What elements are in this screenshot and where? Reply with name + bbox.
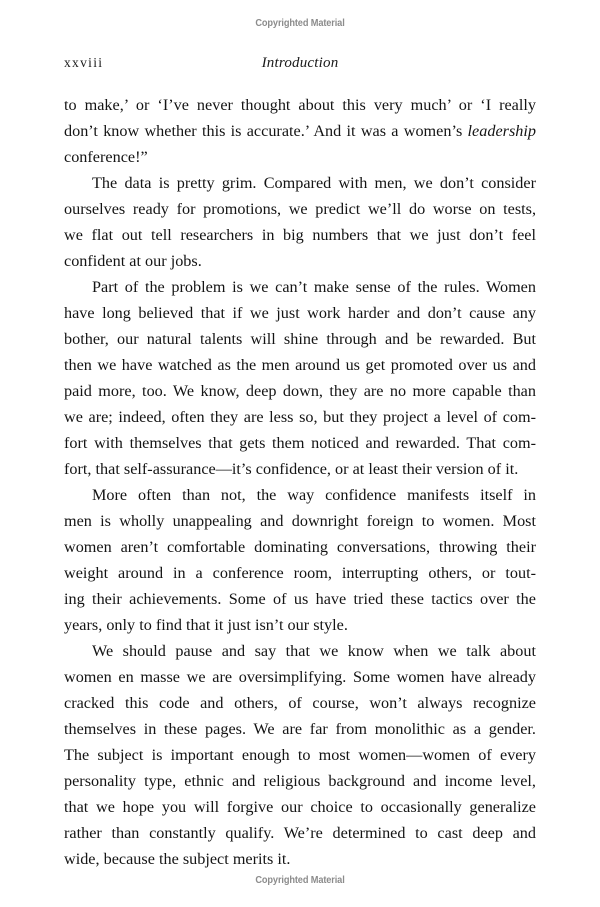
text-line: fort with themselves that gets them noticed and rewarded. That com- xyxy=(64,434,536,452)
text-line: we are; indeed, often they are less so, but they project a level of com- xyxy=(64,408,536,426)
copyright-watermark-bottom: Copyrighted Material xyxy=(255,874,345,886)
text-line: weight around in a conference room, interrupting others, or tout- xyxy=(64,564,536,582)
text-line: paid more, too. We know, deep down, they are no more capable than xyxy=(64,382,536,400)
text-line: have long believed that if we just work harder and don’t cause any xyxy=(64,304,536,322)
text-line: More often than not, the way confidence manifests itself in xyxy=(92,486,536,504)
running-head xyxy=(64,55,536,75)
paragraph xyxy=(64,92,536,170)
paragraph xyxy=(64,482,536,638)
text-line: we flat out tell researchers in big numbers that we just don’t feel xyxy=(64,226,536,244)
text-line: We should pause and say that we know when we talk about xyxy=(92,642,536,660)
text-line: women en masse we are oversimplifying. Some women have already xyxy=(64,668,536,686)
text-line: personality type, ethnic and religious background and income level, xyxy=(64,772,536,790)
text-line: themselves in these pages. We are far from monolithic as a gender. xyxy=(64,720,536,738)
text-line: bother, our natural talents will shine through and be rewarded. But xyxy=(64,330,536,348)
text-line: don’t know whether this is accurate.’ And it was a women’s leadership xyxy=(64,122,536,140)
text-line: women aren’t comfortable dominating conversations, throwing their xyxy=(64,538,536,556)
text-line: then we have watched as the men around us get promoted over us and xyxy=(64,356,536,374)
text-line: The data is pretty grim. Compared with men, we don’t consider xyxy=(92,174,536,192)
copyright-watermark-top: Copyrighted Material xyxy=(255,17,345,29)
text-line: ing their achievements. Some of us have tried these tactics over the xyxy=(64,590,536,608)
text-line: rather than constantly qualify. We’re determined to cast deep and xyxy=(64,824,536,842)
text-line: confident at our jobs. xyxy=(64,252,202,270)
paragraph xyxy=(64,170,536,274)
text-line: wide, because the subject merits it. xyxy=(64,850,291,868)
chapter-title: Introduction xyxy=(261,55,339,71)
text-line: to make,’ or ‘I’ve never thought about this very much’ or ‘I really xyxy=(64,96,536,114)
text-line: Part of the problem is we can’t make sense of the rules. Women xyxy=(92,278,536,296)
text-line: cracked this code and others, of course, won’t always recognize xyxy=(64,694,536,712)
text-line: conference!” xyxy=(64,148,148,166)
text-line: years, only to find that it just isn’t our style. xyxy=(64,616,348,634)
text-line: The subject is important enough to most women—women of every xyxy=(64,746,536,764)
text-line: fort, that self-assurance—it’s confidence, or at least their version of it. xyxy=(64,460,519,478)
text-line: men is wholly unappealing and downright foreign to women. Most xyxy=(64,512,536,530)
body-text xyxy=(64,92,536,872)
text-line: ourselves ready for promotions, we predict we’ll do worse on tests, xyxy=(64,200,536,218)
paragraph xyxy=(64,638,536,872)
paragraph xyxy=(64,274,536,482)
page-number: xxviii xyxy=(64,55,104,70)
text-line: that we hope you will forgive our choice to occasionally generalize xyxy=(64,798,536,816)
